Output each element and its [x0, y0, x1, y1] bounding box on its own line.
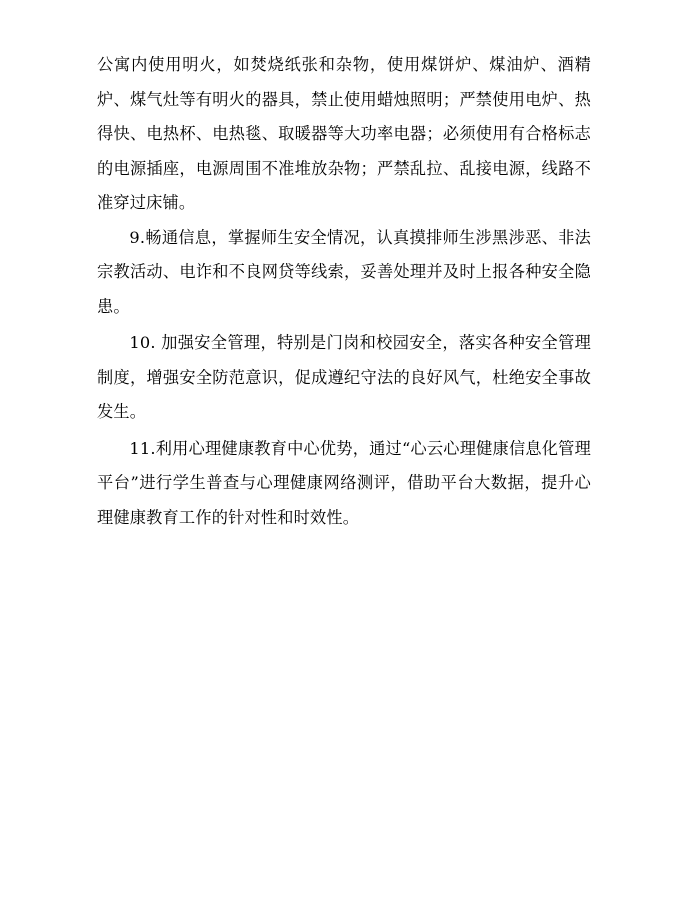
- paragraph-item-11: 11.利用心理健康教育中心优势，通过“心云心理健康信息化管理平台”进行学生普查与心理健康网络测评，借助平台大数据，提升心理健康教育工作的针对性和时效性。: [97, 438, 591, 527]
- paragraph-fire-safety: 公寓内使用明火，如焚烧纸张和杂物，使用煤饼炉、煤油炉、酒精炉、煤气灶等有明火的器具，禁止使用蜡烛照明；严禁使用电炉、热得快、电热杯、电热毯、取暖器等大功率电器；必须使用有合格标志的电源插座，电源周围不准堆放杂物；严禁乱拉、乱接电源，线路不准穿过床铺。: [97, 55, 591, 212]
- paragraph-item-9: 9.畅通信息，掌握师生安全情况，认真摸排师生涉黑涉恶、非法宗教活动、电诈和不良网贷等线索，妥善处理并及时上报各种安全隐患。: [97, 227, 591, 316]
- document-body: [97, 48, 591, 535]
- paragraph-item-10: 10. 加强安全管理，特别是门岗和校园安全，落实各种安全管理制度，增强安全防范意识，促成遵纪守法的良好风气，杜绝安全事故发生。: [97, 333, 591, 421]
